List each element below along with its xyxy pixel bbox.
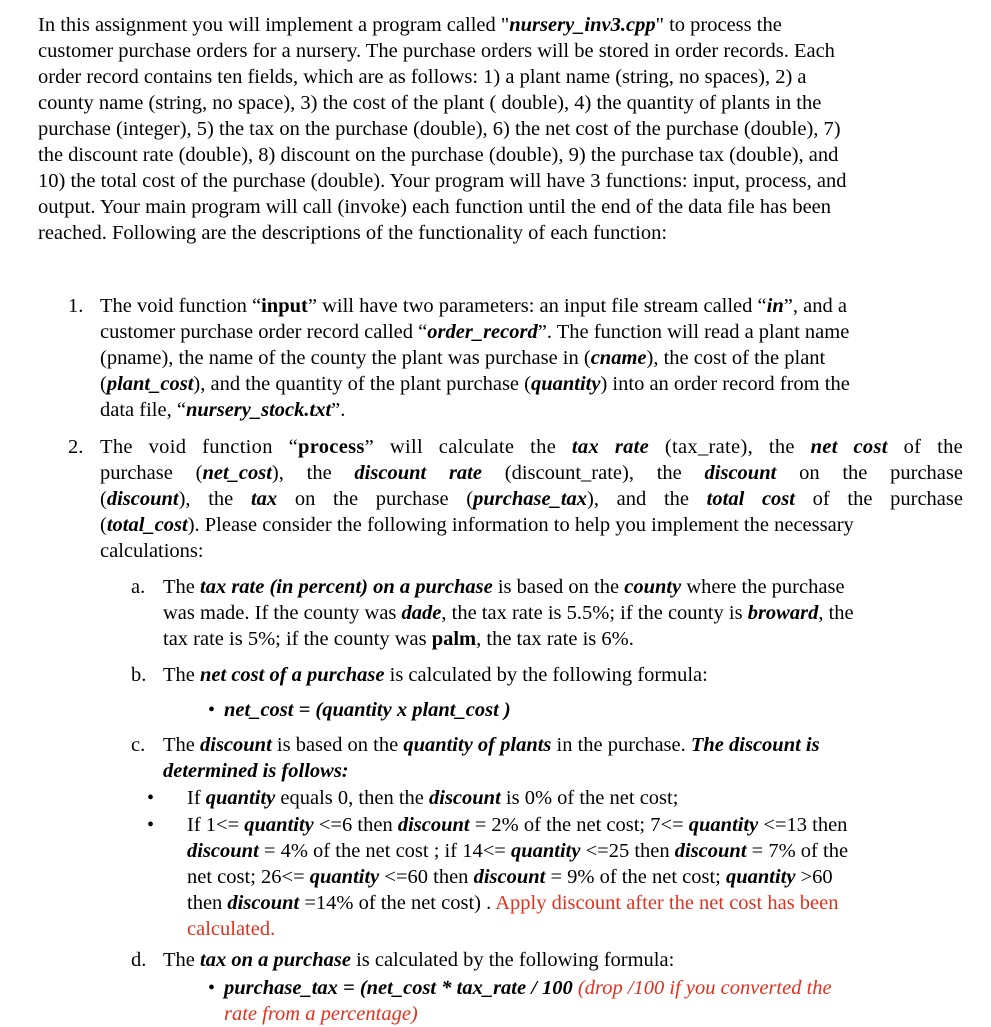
discount-rule-line-3: net cost; 26<= quantity <=60 then discount = 9% of the net cost; quantity >60 (187, 866, 833, 888)
sub-a-line-3: tax rate is 5%; if the county was palm, the tax rate is 6%. (163, 628, 634, 650)
item1-line-4: (plant_cost), and the quantity of the plant purchase (quantity) into an order record from the (100, 373, 850, 395)
purchase-tax-formula: purchase_tax = (net_cost * tax_rate / 100 (drop /100 if you converted the (224, 977, 832, 999)
item1-line-5: data file, “nursery_stock.txt”. (100, 399, 346, 421)
list-number: 1. (68, 295, 84, 317)
item1-line-2: customer purchase order record called “order_record”. The function will read a plant name (100, 321, 850, 343)
discount-rule-line-1: If 1<= quantity <=6 then discount = 2% of the net cost; 7<= quantity <=13 then (187, 814, 848, 836)
sub-letter: b. (131, 664, 147, 686)
purchase-tax-note-line-2: rate from a percentage) (224, 1003, 418, 1025)
sub-letter: c. (131, 734, 146, 756)
item1-line-1: The void function “input” will have two parameters: an input file stream called “in”, and a (100, 295, 847, 317)
discount-rule-zero: If quantity equals 0, then the discount is 0% of the net cost; (187, 787, 679, 809)
sub-c-line-2: determined is follows: (163, 760, 349, 782)
sub-letter: a. (131, 576, 146, 598)
intro-line-1: In this assignment you will implement a program called "nursery_inv3.cpp" to process the (38, 14, 782, 36)
sub-d-line-1: The tax on a purchase is calculated by the following formula: (163, 949, 675, 971)
bullet-icon: • (147, 787, 155, 809)
item2-line-4: (total_cost). Please consider the following information to help you implement the necessary (100, 514, 854, 536)
intro-line-7: 10) the total cost of the purchase (double). Your program will have 3 functions: input, process, and (38, 170, 847, 192)
intro-line-3: order record contains ten fields, which are as follows: 1) a plant name (string, no spaces), 2) a (38, 66, 807, 88)
sub-b-line-1: The net cost of a purchase is calculated by the following formula: (163, 664, 708, 686)
sub-letter: d. (131, 949, 147, 971)
program-filename: nursery_inv3.cpp (509, 14, 656, 36)
intro-line-5: purchase (integer), 5) the tax on the purchase (double), 6) the net cost of the purchase (double), 7) (38, 118, 841, 140)
bullet-icon: • (208, 977, 216, 999)
discount-note-line-2: calculated. (187, 918, 276, 940)
item2-line-2: purchase (net_cost), the discount rate (discount_rate), the discount on the purchase (100, 462, 963, 484)
intro-line-8: output. Your main program will call (invoke) each function until the end of the data file has been (38, 196, 832, 218)
net-cost-formula: net_cost = (quantity x plant_cost ) (224, 699, 511, 721)
bullet-icon: • (147, 814, 155, 836)
intro-line-2: customer purchase orders for a nursery. The purchase orders will be stored in order records. Each (38, 40, 835, 62)
intro-line-6: the discount rate (double), 8) discount on the purchase (double), 9) the purchase tax (double), and (38, 144, 839, 166)
item2-line-1: The void function “process” will calculate the tax rate (tax_rate), the net cost of the (100, 436, 964, 458)
item2-line-3: (discount), the tax on the purchase (purchase_tax), and the total cost of the purchase (100, 488, 963, 510)
discount-note: Apply discount after the net cost has been (495, 892, 839, 914)
discount-rule-line-2: discount = 4% of the net cost ; if 14<= quantity <=25 then discount = 7% of the (187, 840, 849, 862)
sub-c-line-1: The discount is based on the quantity of plants in the purchase. The discount is (163, 734, 820, 756)
bullet-icon: • (208, 699, 216, 721)
sub-a-line-2: was made. If the county was dade, the tax rate is 5.5%; if the county is broward, the (163, 602, 854, 624)
intro-line-4: county name (string, no space), 3) the cost of the plant ( double), 4) the quantity of plants in the (38, 92, 822, 114)
discount-rule-line-4: then discount =14% of the net cost) . Apply discount after the net cost has been (187, 892, 839, 914)
item1-line-3: (pname), the name of the county the plant was purchase in (cname), the cost of the plant (100, 347, 826, 369)
item2-line-5: calculations: (100, 540, 204, 562)
intro-line-9: reached. Following are the descriptions of the functionality of each function: (38, 222, 668, 244)
sub-a-line-1: The tax rate (in percent) on a purchase is based on the county where the purchase (163, 576, 845, 598)
list-number: 2. (68, 436, 84, 458)
